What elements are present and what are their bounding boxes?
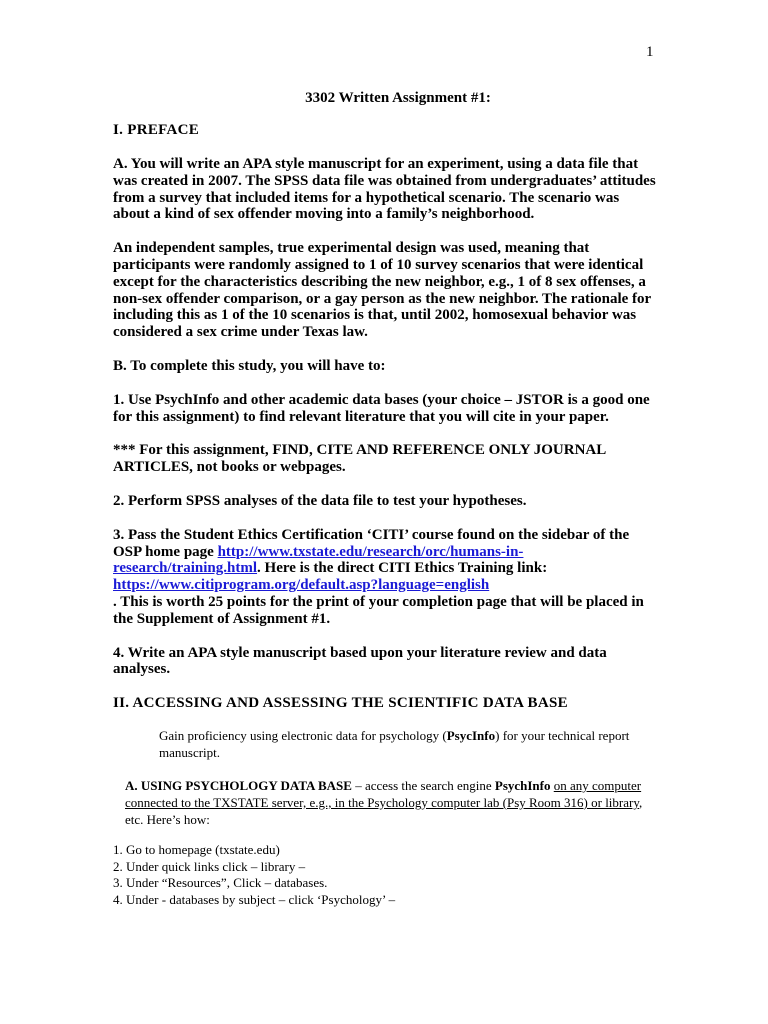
using-tail: , etc. Here’s how:: [125, 794, 643, 827]
psychinfo-term: PsychInfo: [494, 778, 551, 794]
task-item-3-tail: . This is worth 25 points for the print of your completion page that will be placed in the Supplement of Assignment #1.: [113, 593, 644, 627]
list-item: 3. Under “Resources”, Click – databases.: [113, 875, 328, 891]
task-item-3-mid: . Here is the direct CITI Ethics Training link:: [257, 560, 548, 577]
task-item-3: [113, 527, 658, 628]
document-body: [113, 90, 658, 908]
list-item: 4. Under - databases by subject – click ‘Psychology’ –: [113, 891, 396, 907]
gain-proficiency-paragraph: [113, 728, 658, 761]
citi-program-link[interactable]: https://www.citiprogram.org/default.asp?language=english: [113, 577, 490, 594]
task-item-1: 1. Use PsychInfo and other academic data bases (your choice – JSTOR is a good one for this assignment) to find relevant literature that you will cite in your paper.: [113, 391, 650, 425]
page-number: 1: [646, 44, 654, 60]
paragraph-a: A. You will write an APA style manuscript for an experiment, using a data file that was created in 2007. The SPSS data file was obtained from undergraduates’ attitudes from a survey that included items for a hypothetical scenario. The scenario was about a kind of sex offender moving into a family’s neighborhood.: [113, 156, 656, 223]
paragraph-b: B. To complete this study, you will have to:: [113, 357, 386, 374]
osp-training-link[interactable]: http://www.txstate.edu/research/orc/humans-in-research/training.html: [113, 543, 524, 577]
journal-note: *** For this assignment, FIND, CITE AND REFERENCE ONLY JOURNAL ARTICLES, not books or webpages.: [113, 442, 606, 476]
task-item-4: 4. Write an APA style manuscript based upon your literature review and data analyses.: [113, 644, 607, 678]
list-item: 2. Under quick links click – library –: [113, 858, 306, 874]
preface-heading: I. PREFACE: [113, 122, 200, 138]
paragraph-design: An independent samples, true experimental design was used, meaning that participants were randomly assigned to 1 of 10 survey scenarios that were identical except for the characteristics describing the new neighbor, e.g., 1 of 8 sex offenses, a non-sex offender comparison, or a gay person as the new neighbor. The rationale for including this as 1 of the 10 scenarios is that, until 2002, homosexual behavior was considered a sex crime under Texas law.: [113, 240, 651, 341]
list-item: 1. Go to homepage (txstate.edu): [113, 842, 280, 858]
section-2-heading: II. ACCESSING AND ASSESSING THE SCIENTIFIC DATA BASE: [113, 695, 568, 712]
using-database-paragraph: [113, 778, 658, 828]
gain-lead: Gain proficiency using electronic data for psychology (: [159, 728, 447, 744]
computer-location-text: on any computer connected to the TXSTATE server, e.g., in the Psychology computer lab (Psy Room 316) or library: [125, 778, 642, 810]
using-mid: – access the search engine: [351, 778, 495, 794]
task-item-2: 2. Perform SPSS analyses of the data file to test your hypotheses.: [113, 492, 527, 509]
psycinfo-term: PsycInfo: [446, 728, 496, 744]
steps-list: [113, 842, 658, 908]
task-item-3-lead: 3. Pass the Student Ethics Certification ‘CITI’ course found on the sidebar of the OSP home page: [113, 526, 630, 560]
using-database-heading: A. USING PSYCHOLOGY DATA BASE: [125, 778, 352, 794]
assignment-title: 3302 Written Assignment #1:: [305, 90, 491, 106]
gain-tail: ) for your technical report manuscript.: [159, 728, 630, 760]
